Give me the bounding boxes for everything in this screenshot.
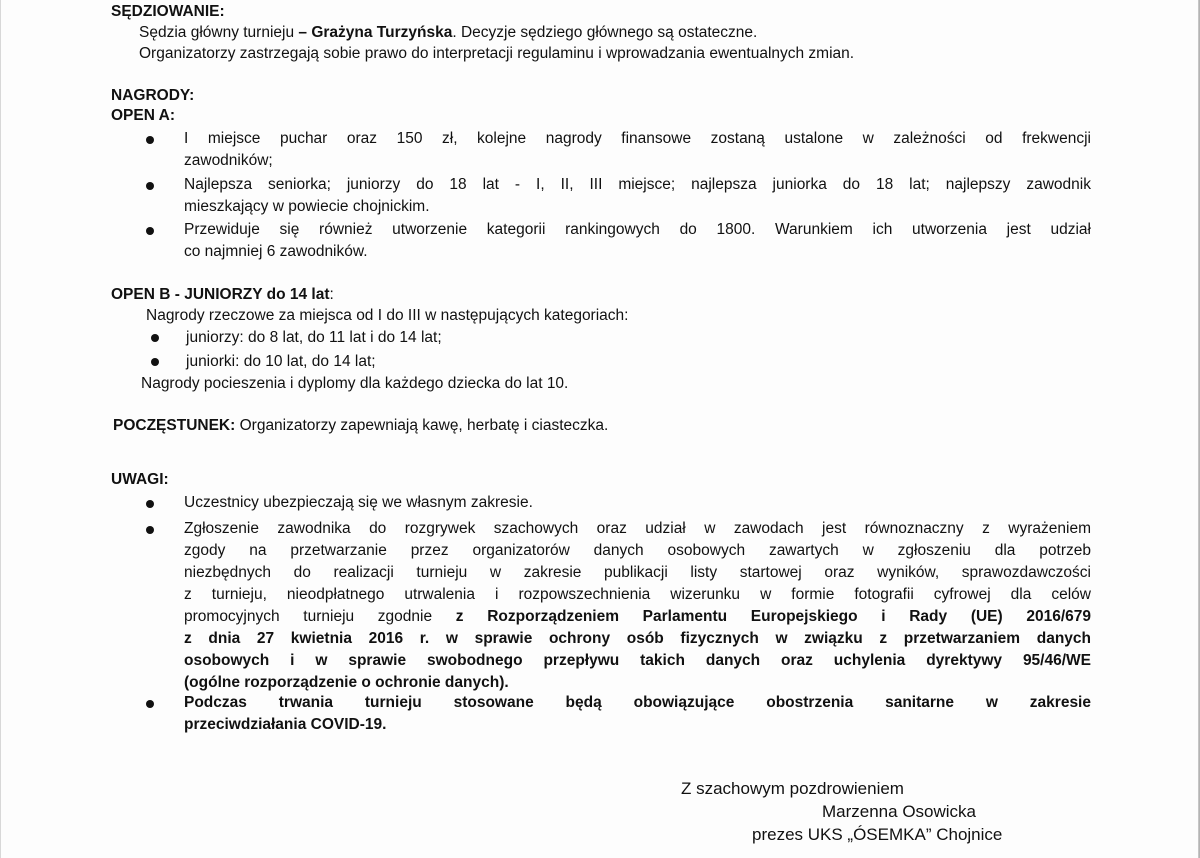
open-b-heading-bold: OPEN B - JUNIORZY do 14 lat	[111, 286, 330, 303]
notes-item-2-line-6: z dnia 27 kwietnia 2016 r. w sprawie ochrony osób fizycznych w związku z przetwarzaniem danych	[184, 630, 1091, 647]
notes-heading: UWAGI:	[111, 471, 169, 488]
open-a-item-1-line-1: I miejsce puchar oraz 150 zł, kolejne nagrody finansowe zostaną ustalone w zależności od frekwencji	[184, 130, 1091, 147]
open-a-item-3-line-1: Przewiduje się również utworzenie kategorii rankingowych do 1800. Warunkiem ich utworzenia jest udział	[184, 221, 1091, 238]
open-b-item-1: juniorzy: do 8 lat, do 11 lat i do 14 lat;	[186, 329, 442, 346]
bullet-icon	[146, 700, 154, 708]
open-b-heading-colon: :	[329, 286, 334, 303]
bullet-icon	[151, 334, 159, 342]
signature-title: prezes UKS „ÓSEMKA” Chojnice	[752, 825, 1003, 844]
notes-item-2-line-5-bold: z Rozporządzeniem Parlamentu Europejskiego i Rady (UE) 2016/679	[455, 608, 1091, 625]
open-a-item-3-line-2: co najmniej 6 zawodników.	[184, 243, 368, 260]
open-b-item-2: juniorki: do 10 lat, do 14 lat;	[186, 353, 376, 370]
open-a-item-1-line-2: zawodników;	[184, 152, 273, 169]
notes-item-3-line-2: przeciwdziałania COVID-19.	[184, 716, 387, 733]
notes-item-2-line-4: z turnieju, nieodpłatnego utrwalenia i rozpowszechnienia wizerunku w formie fotografii cyfrowej dla celów	[184, 586, 1091, 603]
bullet-icon	[151, 358, 159, 366]
judging-line-2: Organizatorzy zastrzegają sobie prawo do interpretacji regulaminu i wprowadzania ewentualnych zmian.	[139, 45, 855, 62]
notes-item-2-line-5	[184, 607, 1091, 627]
judging-line-1	[139, 23, 757, 43]
judging-line-1-post: . Decyzje sędziego głównego są ostateczne.	[452, 24, 758, 41]
open-a-item-2-line-1: Najlepsza seniorka; juniorzy do 18 lat - I, II, III miejsce; najlepsza juniorka do 18 lat; najlepszy zawodnik	[184, 176, 1091, 193]
open-b-outro: Nagrody pocieszenia i dyplomy dla każdego dziecka do lat 10.	[141, 375, 569, 392]
refreshments-line	[113, 416, 608, 436]
bullet-icon	[146, 500, 154, 508]
notes-item-2-line-7: osobowych i w sprawie swobodnego przepływu takich danych oraz uchylenia dyrektywy 95/46/WE	[184, 652, 1091, 669]
prizes-heading: NAGRODY:	[111, 87, 195, 104]
notes-item-2-line-1: Zgłoszenie zawodnika do rozgrywek szachowych oraz udział w zawodach jest równoznaczny z wyrażeniem	[184, 520, 1091, 537]
notes-item-2-line-5-pre: promocyjnych turnieju zgodnie	[184, 608, 456, 625]
signature-name: Marzenna Osowicka	[822, 802, 977, 821]
judging-line-1-pre: Sędzia główny turnieju	[139, 24, 299, 41]
notes-item-3-line-1: Podczas trwania turnieju stosowane będą obowiązujące obostrzenia sanitarne w zakresie	[184, 694, 1091, 711]
refreshments-text: Organizatorzy zapewniają kawę, herbatę i ciasteczka.	[235, 417, 609, 434]
notes-item-2-line-3: niezbędnych do realizacji turnieju w zakresie publikacji listy startowej oraz wyników, sprawozdawczości	[184, 564, 1091, 581]
bullet-icon	[146, 136, 154, 144]
judging-heading: SĘDZIOWANIE:	[111, 3, 225, 20]
notes-item-1: Uczestnicy ubezpieczają się we własnym zakresie.	[184, 494, 533, 511]
open-b-heading	[111, 285, 334, 305]
bullet-icon	[146, 526, 154, 534]
head-judge-name: – Grażyna Turzyńska	[298, 24, 453, 41]
open-a-item-2-line-2: mieszkający w powiecie chojnickim.	[184, 198, 430, 215]
refreshments-label: POCZĘSTUNEK:	[113, 417, 236, 434]
notes-item-2-line-2: zgody na przetwarzanie przez organizatorów danych osobowych zawartych w zgłoszeniu dla potrzeb	[184, 542, 1091, 559]
notes-item-2-line-8: (ogólne rozporządzenie o ochronie danych).	[184, 674, 509, 691]
signature-greeting: Z szachowym pozdrowieniem	[681, 779, 904, 798]
open-a-heading: OPEN A:	[111, 107, 176, 124]
bullet-icon	[146, 227, 154, 235]
open-b-intro: Nagrody rzeczowe za miejsca od I do III w następujących kategoriach:	[146, 307, 629, 324]
bullet-icon	[146, 182, 154, 190]
